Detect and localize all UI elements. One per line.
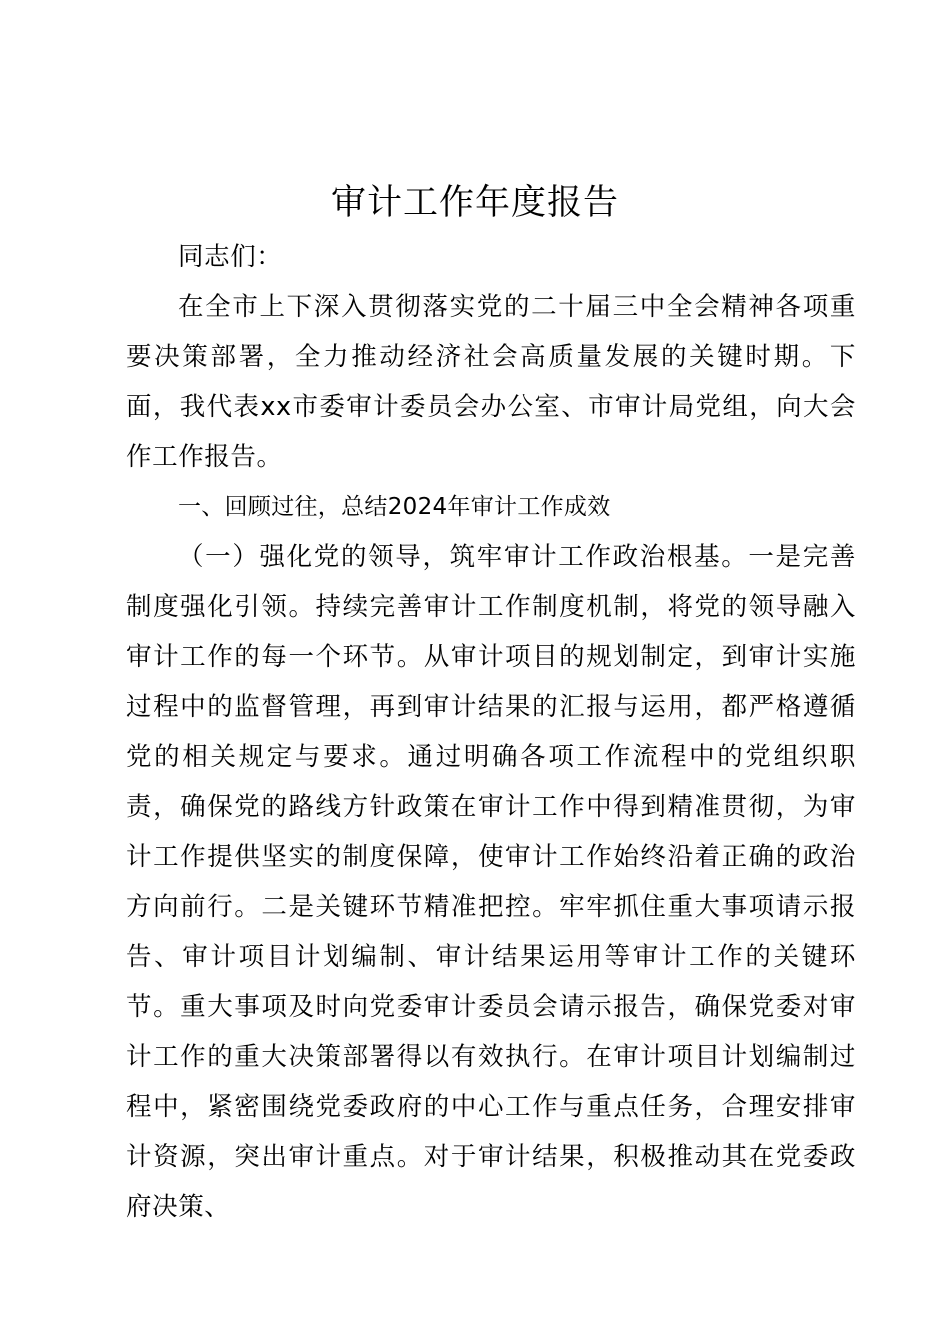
salutation: 同志们： (178, 242, 283, 272)
section-paragraph: （一）强化党的领导，筑牢审计工作政治根基。一是完善制度强化引领。持续完善审计工作制度机制，将党的领导融入审计工作的每一个环节。从审计项目的规划制定，到审计实施过程中的监督管理，再到审计结果的汇报与运用，都严格遵循党的相关规定与要求。通过明确各项工作流程中的党组织职责，确保党的路线方针政策在审计工作中得到精准贯彻，为审计工作提供坚实的制度保障，使审计工作始终沿着正确的政治方向前行。二是关键环节精准把控。牢牢抓住重大事项请示报告、审计项目计划编制、审计结果运用等审计工作的关键环节。重大事项及时向党委审计委员会请示报告，确保党委对审计工作的重大决策部署得以有效执行。在审计项目计划编制过程中，紧密围绕党委政府的中心工作与重点任务，合理安排审计资源，突出审计重点。对于审计结果，积极推动其在党委政府决策、 (126, 542, 856, 1222)
document-body (126, 232, 856, 1232)
document-title: 审计工作年度报告 (330, 183, 619, 223)
section-heading: 一、回顾过往，总结2024年审计工作成效 (178, 494, 611, 520)
intro-paragraph: 在全市上下深入贯彻落实党的二十届三中全会精神各项重要决策部署，全力推动经济社会高质量发展的关键时期。下面，我代表xx市委审计委员会办公室、市审计局党组，向大会作工作报告。 (126, 292, 856, 472)
